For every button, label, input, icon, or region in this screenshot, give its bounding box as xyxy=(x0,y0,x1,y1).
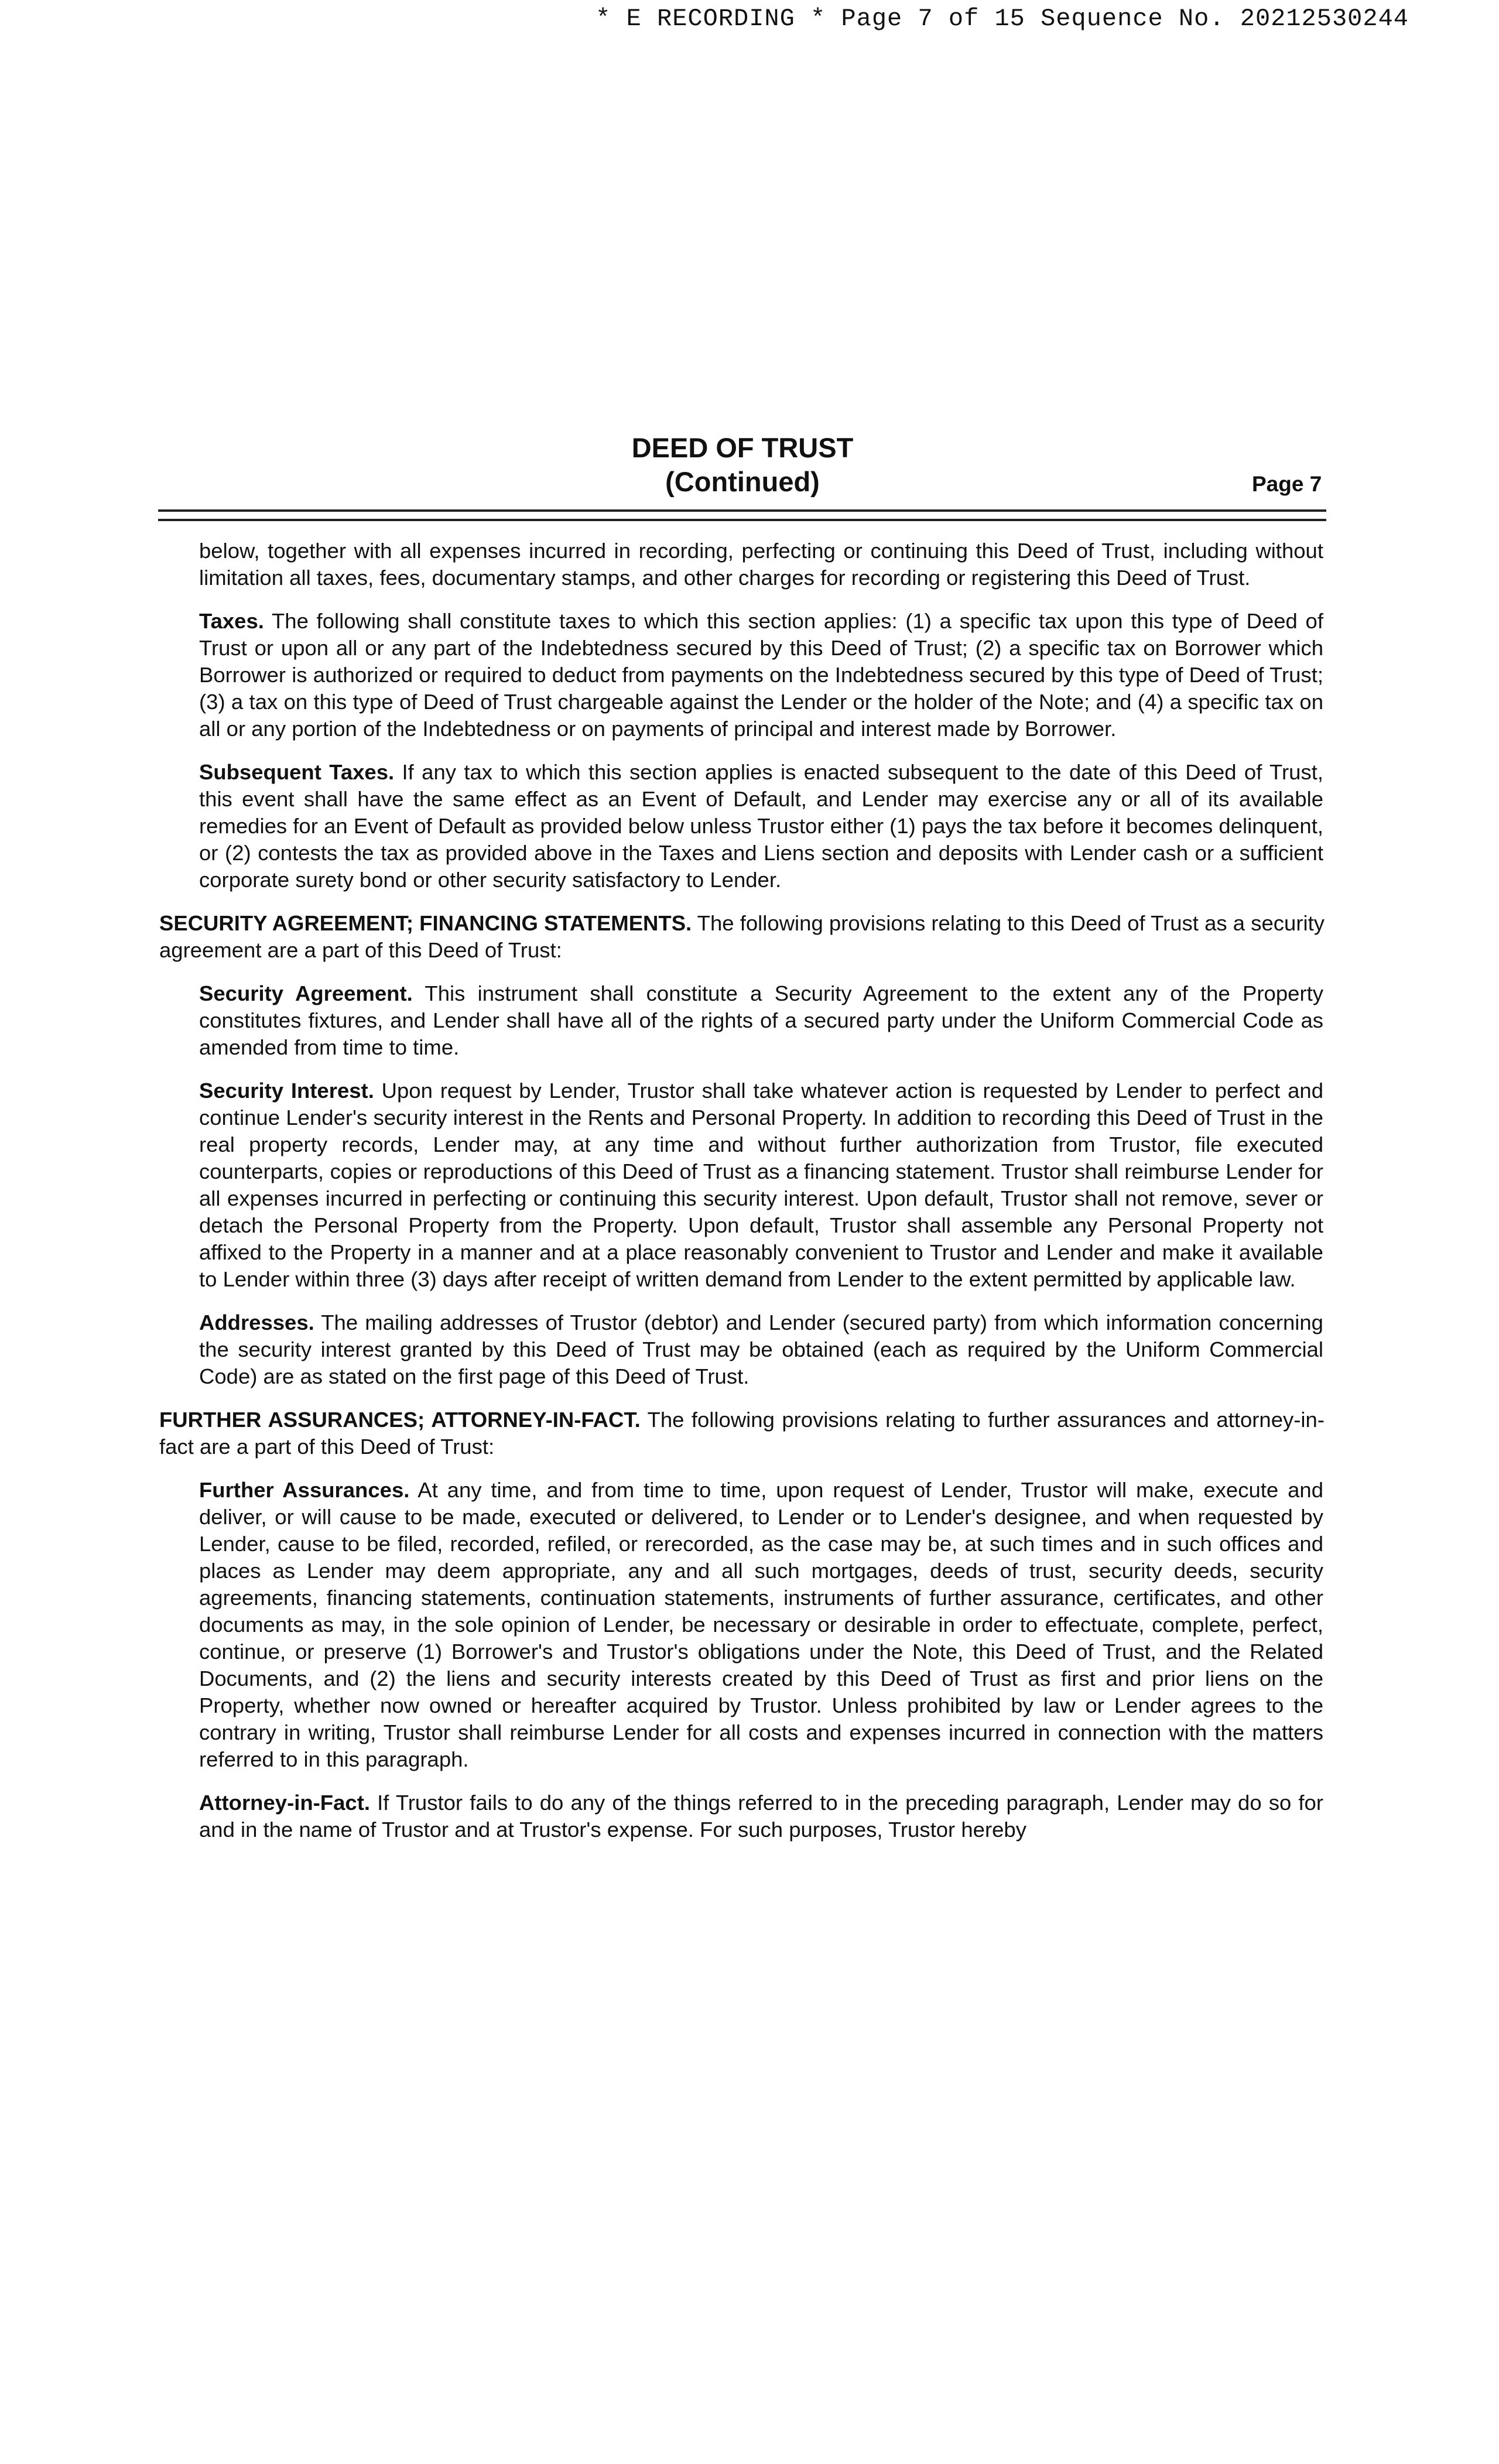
paragraph-heading: Addresses. xyxy=(199,1310,314,1334)
paragraph-heading: Security Interest. xyxy=(199,1079,374,1103)
paragraph-text: This instrument shall constitute a Security Agreement to the extent any of the Property constitutes fixtures, and Lender shall have all of the rights of a secured party under the Uniform Commercial Code as amended from time to time. xyxy=(199,981,1323,1059)
paragraph-heading: Taxes. xyxy=(199,609,264,633)
page-number: Page 7 xyxy=(1252,472,1322,496)
paragraph-text: At any time, and from time to time, upon request of Lender, Trustor will make, execute and deliver, or will cause to be made, executed or delivered, to Lender or to Lender's designee, and when requested by Lender, cause to be filed, recorded, refiled, or rerecorded, as the case may be, at such times and in such offices and places as Lender may deem appropriate, any and all such mortgages, deeds of trust, security deeds, security agreements, financing statements, continuation statements, instruments of further assurance, certificates, and other documents as may, in the sole opinion of Lender, be necessary or desirable in order to effectuate, complete, perfect, continue, or preserve (1) Borrower's and Trustor's obligations under the Note, this Deed of Trust, and the Related Documents, and (2) the liens and security interests created by this Deed of Trust as first and prior liens on the Property, whether now owned or hereafter acquired by Trustor. Unless prohibited by law or Lender agrees to the contrary in writing, Trustor shall reimburse Lender for all costs and expenses incurred in connection with the matters referred to in this paragraph. xyxy=(199,1478,1323,1771)
paragraph-taxes xyxy=(199,608,1323,742)
document-subtitle: (Continued) xyxy=(665,466,820,497)
paragraph-security-agreement xyxy=(199,980,1323,1061)
section-further-assurances xyxy=(159,1406,1325,1460)
paragraph-text: Upon request by Lender, Trustor shall take whatever action is requested by Lender to perfect and continue Lender's security interest in the Rents and Personal Property. In addition to recording this Deed of Trust in the real property records, Lender may, at any time and without further authorization from Trustor, file executed counterparts, copies or reproductions of this Deed of Trust as a financing statement. Trustor shall reimburse Lender for all expenses incurred in perfecting or continuing this security interest. Upon default, Trustor shall not remove, sever or detach the Personal Property from the Property. Upon default, Trustor shall assemble any Personal Property not affixed to the Property in a manner and at a place reasonably convenient to Trustor and Lender and make it available to Lender within three (3) days after receipt of written demand from Lender to the extent permitted by applicable law. xyxy=(199,1079,1324,1291)
paragraph-heading: Subsequent Taxes. xyxy=(199,760,395,784)
document-title: DEED OF TRUST xyxy=(631,432,854,463)
paragraph-text: If Trustor fails to do any of the things referred to in the preceding paragraph, Lender may do so for and in the name of Trustor and at Trustor's expense. For such purposes, Trustor hereby xyxy=(199,1791,1323,1842)
header-rule-top xyxy=(158,509,1326,512)
document-body xyxy=(0,538,1499,1860)
paragraph-heading: Attorney-in-Fact. xyxy=(199,1791,370,1815)
section-security-agreement xyxy=(159,910,1325,964)
paragraph-text: below, together with all expenses incurred in recording, perfecting or continuing this Deed of Trust, including without limitation all taxes, fees, documentary stamps, and other charges for recording or registering this Deed of Trust. xyxy=(199,539,1323,590)
paragraph-text: If any tax to which this section applies is enacted subsequent to the date of this Deed of Trust, this event shall have the same effect as an Event of Default, and Lender may exercise any or all of its available remedies for an Event of Default as provided below unless Trustor either (1) pays the tax before it becomes delinquent, or (2) contests the tax as provided above in the Taxes and Liens section and deposits with Lender cash or a sufficient corporate surety bond or other security satisfactory to Lender. xyxy=(199,760,1323,892)
paragraph-text: The following provisions relating to this Deed of Trust as a security agreement are a part of this Deed of Trust: xyxy=(159,911,1325,962)
paragraph-continuation xyxy=(199,538,1323,591)
section-heading: SECURITY AGREEMENT; FINANCING STATEMENTS. xyxy=(159,911,692,935)
recording-header: * E RECORDING * Page 7 of 15 Sequence No. 20212530244 xyxy=(596,5,1409,33)
paragraph-text: The following shall constitute taxes to which this section applies: (1) a specific tax upon this type of Deed of Trust or upon all or any part of the Indebtedness secured by this Deed of Trust; (2) a specific tax on Borrower which Borrower is authorized or required to deduct from payments on the Indebtedness secured by this type of Deed of Trust; (3) a tax on this type of Deed of Trust chargeable against the Lender or the holder of the Note; and (4) a specific tax on all or any portion of the Indebtedness or on payments of principal and interest made by Borrower. xyxy=(199,609,1323,741)
paragraph-text: The following provisions relating to further assurances and attorney-in-fact are a part of this Deed of Trust: xyxy=(159,1408,1325,1459)
paragraph-heading: Further Assurances. xyxy=(199,1478,410,1502)
paragraph-addresses xyxy=(199,1309,1323,1390)
paragraph-subsequent-taxes xyxy=(199,759,1323,894)
paragraph-further-assurances xyxy=(199,1477,1323,1773)
header-rule-bottom xyxy=(158,519,1326,521)
paragraph-text: The mailing addresses of Trustor (debtor) and Lender (secured party) from which information concerning the security interest granted by this Deed of Trust may be obtained (each as required by the Uniform Commercial Code) are as stated on the first page of this Deed of Trust. xyxy=(199,1310,1323,1388)
paragraph-heading: Security Agreement. xyxy=(199,981,413,1005)
paragraph-security-interest xyxy=(199,1077,1323,1293)
paragraph-attorney-in-fact xyxy=(199,1789,1323,1843)
section-heading: FURTHER ASSURANCES; ATTORNEY-IN-FACT. xyxy=(159,1408,641,1432)
